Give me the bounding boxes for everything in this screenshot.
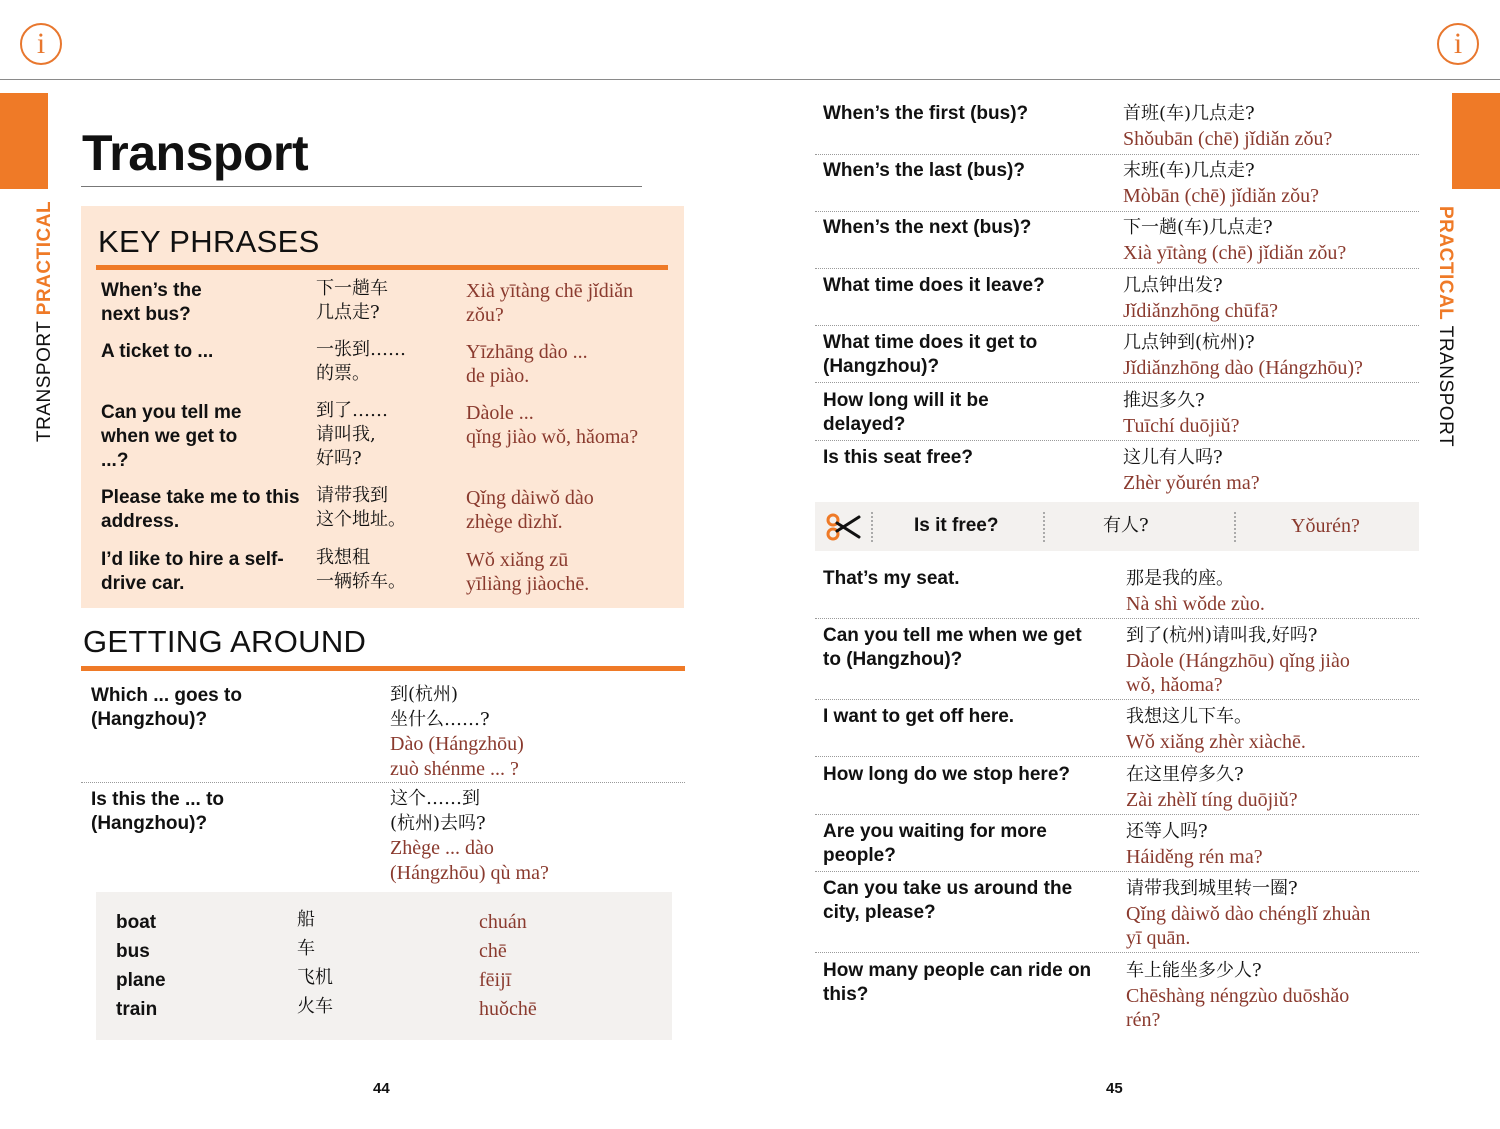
phrase-chinese: 请带我到城里转一圈? (1126, 878, 1298, 899)
phrase-chinese: 首班(车)几点走? (1123, 103, 1255, 124)
phrase-pinyin: Mòbān (chē) jǐdiǎn zǒu? (1123, 185, 1320, 207)
key-phrases-title: KEY PHRASES (98, 224, 320, 259)
phrase-pinyin: Zhèr yǒurén ma? (1123, 472, 1260, 494)
phrase-pinyin: Háiděng rén ma? (1126, 846, 1263, 868)
phrase-chinese: 几点钟到(杭州)? (1123, 332, 1255, 353)
tip-pinyin: Yǒurén? (1291, 515, 1360, 537)
vocab-pinyin: huǒchē (479, 998, 537, 1020)
side-label-left (34, 201, 56, 442)
header-divider (0, 79, 1500, 80)
side-label-right-chapter: PRACTICAL (1435, 206, 1456, 321)
phrase-pinyin: Chēshàng néngzùo duōshǎo rén? (1126, 985, 1350, 1031)
phrase-english: Can you tell me when we get to ...? (101, 402, 242, 471)
vocab-chinese: 火车 (297, 996, 333, 1017)
page-number-left: 44 (373, 1080, 390, 1097)
row-divider (815, 814, 1419, 815)
phrase-english: How many people can ride on this? (823, 960, 1092, 1005)
phrase-chinese: 末班(车)几点走? (1123, 160, 1255, 181)
key-phrases-rule (96, 265, 668, 270)
phrase-english: When’s the last (bus)? (823, 160, 1025, 181)
section-tab-left (0, 93, 48, 189)
phrase-chinese: 请带我到 这个地址。 (316, 485, 406, 530)
side-label-right (1434, 206, 1456, 447)
phrase-chinese: 车上能坐多少人? (1126, 960, 1262, 981)
phrase-chinese: 我想租 一辆轿车。 (316, 547, 406, 592)
vocabulary-box (96, 892, 672, 1040)
phrase-chinese: 推迟多久? (1123, 390, 1205, 411)
side-label-left-chapter: PRACTICAL (34, 200, 55, 316)
tip-english: Is it free? (914, 515, 999, 536)
phrase-pinyin: Qǐng dàiwǒ dào zhège dìzhǐ. (466, 487, 594, 533)
phrase-pinyin: Yīzhāng dào ... de piào. (466, 341, 588, 387)
phrase-pinyin: Tuīchí duōjiǔ? (1123, 415, 1240, 437)
row-divider (815, 618, 1419, 619)
phrase-english: Can you tell me when we get to (Hangzhou)? (823, 625, 1082, 670)
scissors-icon (825, 511, 863, 543)
key-phrases-box (81, 206, 684, 608)
phrase-pinyin: Wǒ xiǎng zū yīliàng jiàochē. (466, 549, 590, 595)
phrase-chinese: 我想这儿下车。 (1126, 706, 1252, 727)
phrase-english: How long will it be delayed? (823, 390, 989, 435)
vocab-chinese: 飞机 (297, 967, 333, 988)
box-separator (871, 512, 873, 542)
tip-box (815, 502, 1419, 551)
phrase-chinese: 在这里停多久? (1126, 764, 1244, 785)
vocab-english: train (116, 999, 158, 1020)
row-divider (815, 325, 1419, 326)
phrase-pinyin: Qǐng dàiwǒ dào chénglǐ zhuàn yī quān. (1126, 903, 1371, 949)
vocab-row (96, 966, 672, 995)
phrase-english: Which ... goes to (Hangzhou)? (91, 685, 242, 730)
phrase-chinese: 几点钟出发? (1123, 275, 1223, 296)
phrase-chinese: 下一趟车 几点走? (316, 278, 388, 323)
phrase-pinyin: Dàole ... qǐng jiào wǒ, hǎoma? (466, 402, 639, 448)
phrase-english: What time does it get to (Hangzhou)? (823, 332, 1038, 377)
phrase-english: A ticket to ... (101, 341, 214, 362)
phrase-pinyin: Wǒ xiǎng zhèr xiàchē. (1126, 731, 1306, 753)
phrase-chinese: 这儿有人吗? (1123, 447, 1223, 468)
phrase-english: Is this seat free? (823, 447, 973, 468)
phrase-english: How long do we stop here? (823, 764, 1070, 785)
info-icon[interactable]: i (1437, 23, 1479, 65)
row-divider (815, 211, 1419, 212)
vocab-row (96, 908, 672, 937)
box-separator (1043, 512, 1045, 542)
phrase-chinese: 还等人吗? (1126, 821, 1208, 842)
info-icon[interactable]: i (20, 23, 62, 65)
row-divider (815, 871, 1419, 872)
phrase-english: That’s my seat. (823, 568, 960, 589)
phrase-pinyin: Dàole (Hángzhōu) qǐng jiào wǒ, hǎoma? (1126, 650, 1350, 696)
phrase-pinyin: Dào (Hángzhōu) zuò shénme ... ? (390, 733, 524, 780)
phrase-chinese: 那是我的座。 (1126, 568, 1234, 589)
phrase-english: Can you take us around the city, please? (823, 878, 1073, 923)
row-divider (81, 782, 685, 783)
phrase-english: Please take me to this address. (101, 487, 300, 532)
row-divider (815, 268, 1419, 269)
vocab-english: plane (116, 970, 166, 991)
phrase-pinyin: Zhège ... dào (Hángzhōu) qù ma? (390, 837, 549, 884)
vocab-english: boat (116, 912, 157, 933)
vocab-row (96, 995, 672, 1024)
phrase-english: I’d like to hire a self-drive car. (101, 549, 284, 594)
phrase-pinyin: Jǐdiǎnzhōng dào (Hángzhōu)? (1123, 357, 1363, 379)
vocab-row (96, 937, 672, 966)
phrase-english: I want to get off here. (823, 706, 1015, 727)
phrase-english: When’s the first (bus)? (823, 103, 1029, 124)
phrase-chinese: 下一趟(车)几点走? (1123, 217, 1273, 238)
vocab-pinyin: chuán (479, 911, 527, 933)
row-divider (815, 154, 1419, 155)
section-tab-right (1452, 93, 1500, 189)
phrase-english: What time does it leave? (823, 275, 1045, 296)
vocab-english: bus (116, 941, 150, 962)
phrase-chinese: 到了…… 请叫我, 好吗? (316, 400, 388, 469)
page-title: Transport (82, 125, 309, 181)
phrase-chinese: 这个……到 (杭州)去吗? (390, 788, 486, 834)
phrase-english: Is this the ... to (Hangzhou)? (91, 789, 225, 834)
page-number-right: 45 (1106, 1080, 1123, 1097)
vocab-chinese: 船 (297, 909, 315, 930)
tip-chinese: 有人? (1103, 515, 1149, 536)
row-divider (815, 756, 1419, 757)
row-divider (815, 440, 1419, 441)
vocab-pinyin: chē (479, 940, 507, 962)
title-underline (81, 186, 642, 187)
side-label-right-section: TRANSPORT (1435, 325, 1456, 448)
phrase-pinyin: Zài zhèlǐ tíng duōjiǔ? (1126, 789, 1298, 811)
phrase-chinese: 到了(杭州)请叫我,好吗? (1126, 625, 1318, 646)
phrase-pinyin: Nà shì wǒde zùo. (1126, 593, 1265, 615)
vocab-chinese: 车 (297, 938, 315, 959)
phrase-pinyin: Shǒubān (chē) jǐdiǎn zǒu? (1123, 128, 1333, 150)
row-divider (815, 952, 1419, 953)
side-label-left-section: TRANSPORT (34, 321, 55, 442)
row-divider (815, 699, 1419, 700)
section-title: GETTING AROUND (83, 624, 367, 659)
phrase-english: When’s the next (bus)? (823, 217, 1032, 238)
phrase-pinyin: Xià yītàng (chē) jǐdiǎn zǒu? (1123, 242, 1347, 264)
row-divider (815, 382, 1419, 383)
phrase-chinese: 到(杭州) 坐什么……? (390, 684, 490, 730)
phrase-english: When’s the next bus? (101, 280, 202, 325)
box-separator (1234, 512, 1236, 542)
vocab-pinyin: fēijī (479, 969, 512, 991)
phrase-english: Are you waiting for more people? (823, 821, 1047, 866)
phrase-chinese: 一张到…… 的票。 (316, 339, 406, 384)
phrase-pinyin: Jǐdiǎnzhōng chūfā? (1123, 300, 1278, 322)
phrase-pinyin: Xià yītàng chē jǐdiǎn zǒu? (466, 280, 634, 326)
section-rule (81, 666, 685, 671)
